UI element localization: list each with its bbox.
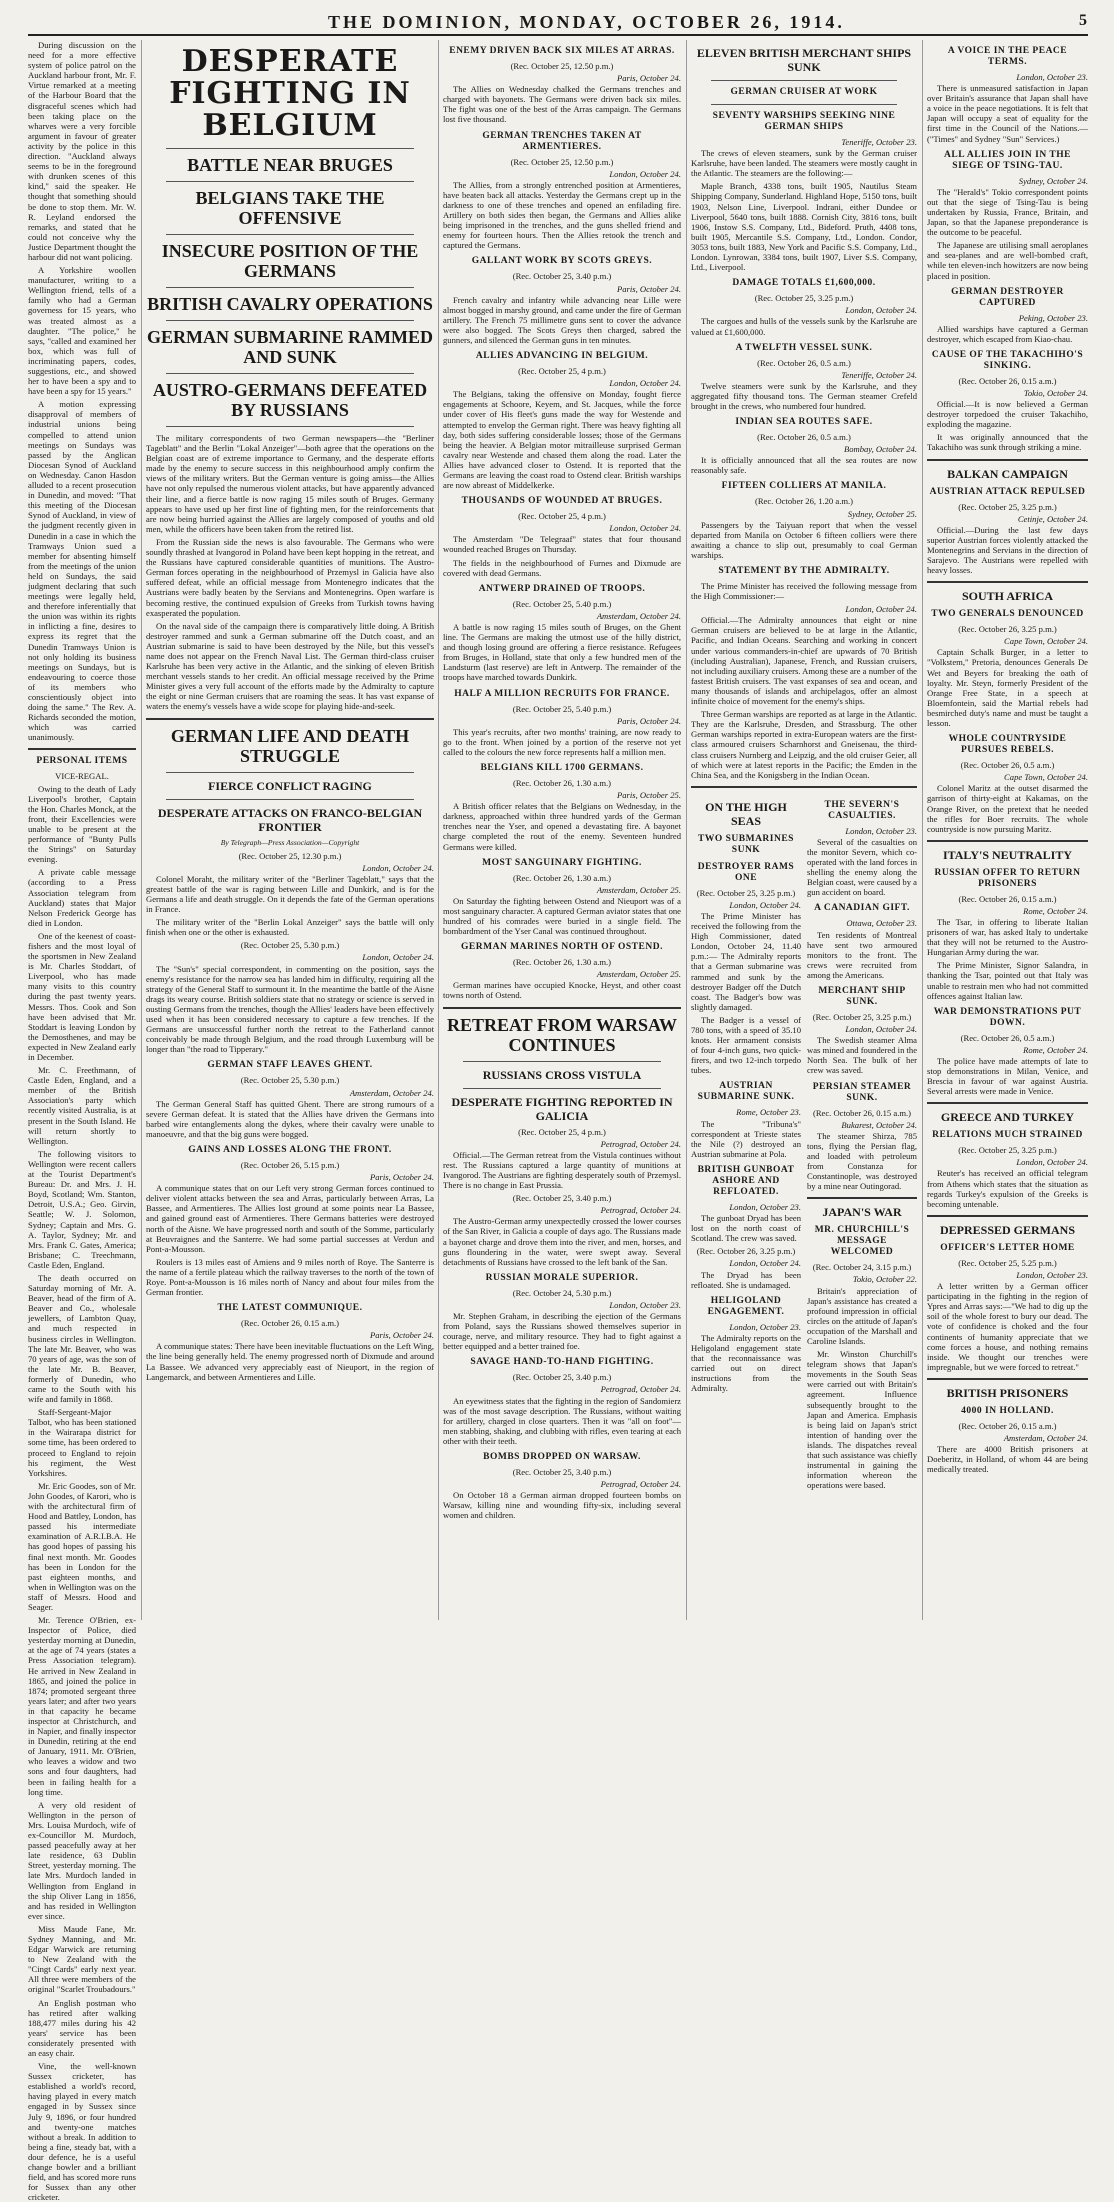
article-body: From the Russian side the news is also favourable. The Germans who were soundly thrashed at Ivangorod in Poland have been kept hopping in the retreat, and the Russians have captured considerable quantities of munitions. The Austro-German forces operating in the neighbourhood of Przemysl in Galicia have also suffered defeat, while an official message from Montenegro indicates that the Austrians were badly beaten by the Servians and Montenegrins. Open warfare is becoming restive, the continued expulsion of Greeks from Turkish towns having exasperated the population. xyxy=(146,536,434,618)
headline-cavalry: BRITISH CAVALRY OPERATIONS xyxy=(147,294,433,314)
headline-depressed-germans: DEPRESSED GERMANS xyxy=(939,1222,1076,1237)
article-synod: A motion expressing disapproval of members of industrial unions being compelled to attend union meetings on Sundays was passed by the Anglican Diocesan Synod of Auckland on Wednesday. Canon Hasdon alluded to a recent prosecution in Dunedin, and moved: "That this meeting of the Diocesan Synod of Auckland, in view of the judgment recently given in Dunedin in a case in which the Tramways Union sued a member for absenting himself from the meetings of the union held on Sundays, the said judgment declaring that such meetings were legally held, and therefore inferentially that the union was within its rights in inflicting a fine, desires to express its regret that the Dunedin Tramways Union is not only holding its business meetings on Sundays, but is endeavouring to coerce those of its members who conscientiously object into doing the same." The Rev. A. Richards seconded the motion, which was carried unanimously. xyxy=(28,399,136,743)
vice-regal-heading: VICE-REGAL. xyxy=(55,771,109,782)
place-date: Sydney, October 24. xyxy=(1018,175,1088,186)
article-body: The Prime Minister has received the following from the High Commissioner, dated London, October 24, 11.40 p.m.:— The Admiralty reports that a German submarine was rammed and sunk by the destroyer Badger off the Dutch coast. The Badger's bow was slightly damaged. xyxy=(691,910,801,1012)
place-date: Peking, October 23. xyxy=(1018,312,1088,323)
article-body: Twelve steamers were sunk by the Karlsruhe, and they aggregated fifty thousand tons. The German steamer Crefeld brought in the crews, who numbered four hundred. xyxy=(691,380,917,411)
article-body: On October 18 a German airman dropped fourteen bombs on Warsaw, killing nine and wounding fifty-six, including several women and children. xyxy=(443,1490,681,1521)
article-body: On the naval side of the campaign there is comparatively little doing. A British destroyer rammed and sunk a German submarine off the Dutch coast, and an Austrian submarine is said to have been destroyed by the Nile, but this vessel's name does not appear on the French Naval List. The German third-class cruiser Karlsruhe has been very active in the Atlantic, and the sinking of eleven British merchant vessels stands to her credit. An official message received by the Prime Minister gives a very full account of the efforts made by the Admiralty to capture the eight or nine German cruisers that are roaming the seas. It has vast expanse of waters the enemy's vessels have a wide scope for playing hide-and-seek. xyxy=(146,620,434,712)
article-body: A battle is now raging 15 miles south of Bruges, on the Ghent line. The Germans are making the utmost use of the hilly district, and though losing ground are offering a fierce resistance. Refugees from Bruges, in Holland, state that only a few hundred men of the Landsturm (last reserve) are left in Antwerp. The remainder of the troops have marched towards Dunkirk. xyxy=(443,621,681,683)
personal-item: One of the keenest of coast-fishers and the most loyal of the sportsmen in New Zealand is Mr. Charles Stoddart, of Liverpool, who has made many visits to this country during the past twenty years. Messrs. Thos. Cook and Son have been advised that Mr. Stoddart is leaving London by the Demosthenes, and may be expected in New Zealand early in December. xyxy=(28,930,136,1062)
received-date: (Rec. October 25, 5.40 p.m.) xyxy=(512,703,612,714)
headline-south-africa: SOUTH AFRICA xyxy=(961,589,1053,604)
received-date: (Rec. October 25, 3.40 p.m.) xyxy=(512,271,612,282)
received-date: (Rec. October 25, 5.30 p.m.) xyxy=(240,1075,340,1086)
personal-item: Mr. Eric Goodes, son of Mr. John Goodes, of Karori, who is with the architectural firm of Hood and Battley, London, has passed his intermediate examination of A.R.I.B.A. He has good hopes of passing his final next month. Mr. Goodes has been in London for the past eighteen months, and when in Wellington was on the staff of Messrs. Hood and Seager. xyxy=(28,1480,136,1612)
subhead: CAUSE OF THE TAKACHIHO'S SINKING. xyxy=(931,349,1084,371)
divider xyxy=(166,181,414,182)
article-body: The fields in the neighbourhood of Furnes and Dixmude are covered with dead Germans. xyxy=(443,557,681,578)
article-body: The police have made attempts of late to stop demonstrations in Milan, Venice, and Brescia in favour of war against Austria. Several arrests were made in Venice. xyxy=(927,1055,1088,1097)
personal-item: Staff-Sergeant-Major Talbot, who has been stationed in the Wairarapa district for some time, has been ordered to proceed to England to rejoin his regiment, the West Yorkshires. xyxy=(28,1407,136,1478)
article-body: It was originally announced that the Takachiho was sunk through striking a mine. xyxy=(927,432,1088,453)
received-date: (Rec. October 25, 3.25 p.m.) xyxy=(812,1012,912,1022)
received-date: (Rec. October 25, 5.40 p.m.) xyxy=(512,598,612,609)
personal-item: Owing to the death of Lady Liverpool's brother, Captain the Hon. Charles Monck, at the front, their Excellencies were unable to be present at the performance of "Bunty Pulls the Strings" on Saturday evening. xyxy=(28,783,136,865)
subhead: AUSTRIAN SUBMARINE SUNK. xyxy=(697,1081,795,1103)
subcolumn-left xyxy=(691,794,801,1494)
divider xyxy=(166,148,414,149)
place-date: London, October 24. xyxy=(609,378,681,389)
place-date: Cape Town, October 24. xyxy=(1004,772,1088,783)
headline-austrian-repulsed: AUSTRIAN ATTACK REPULSED xyxy=(929,486,1086,497)
article-body: Allied warships have captured a German destroyer, which escaped from Kiao-chau. xyxy=(927,323,1088,344)
article-body: The "Sun's" special correspondent, in commenting on the position, says the enemy's resistance for the narrow sea has landed him in difficulty, requiring all the strategy of the General Staff to surmount it. In the meantime the battle of the Aisne drags its weary course. British soldiers state that no strategy or science is served in ousting Germans from the trenches, though the Allies' leaders have been effectively used when it has been considered necessary to capture a few trenches. If the Germans are unsuccessful further north the retreat to the Fatherland cannot conceivably be made through Belgium, and the road through Luxemburg will be longer than "the road to Tipperary." xyxy=(146,963,434,1055)
headline-warsaw-retreat: RETREAT FROM WARSAW CONTINUES xyxy=(446,1014,678,1055)
place-date: London, October 23. xyxy=(845,825,917,836)
place-date: London, October 23. xyxy=(1016,72,1088,82)
place-date: London, October 24. xyxy=(609,168,681,179)
divider xyxy=(443,1007,681,1009)
subhead: GERMAN TRENCHES TAKEN AT ARMENTIERES. xyxy=(482,130,642,152)
article-body: The Allies, from a strongly entrenched position at Armentieres, have beaten back all attacks. Yesterday the Germans crept up in the darkness to one of these trenches and opened an enfilading fire. Artillery on both sides then began, the Germans and Allies alike being imprisoned in the trenches, and the guns shelled friend and enemy for fourteen hours. Then the Allies retook the trench and captured the Germans. xyxy=(443,179,681,251)
column-1 xyxy=(28,40,136,2202)
subhead: ENEMY DRIVEN BACK SIX MILES AT ARRAS. xyxy=(449,46,675,56)
subhead: SAVAGE HAND-TO-HAND FIGHTING. xyxy=(470,1357,654,1368)
headline-russian-offer: RUSSIAN OFFER TO RETURN PRISONERS xyxy=(934,867,1081,889)
received-date: (Rec. October 26, 0.5 a.m.) xyxy=(960,760,1055,771)
article-body: A British officer relates that the Belgians on Wednesday, in the darkness, approached within three hundred yards of the German trenches near the Yser, and opened a devastating fire. A bayonet charge completed the rout of the enemy. Seventeen hundred Germans were killed. xyxy=(443,801,681,852)
subhead: HELIGOLAND ENGAGEMENT. xyxy=(707,1295,785,1317)
article-body: Roulers is 13 miles east of Amiens and 9 miles north of Roye. The Santerre is the name of a fertile plateau which the railway traverses to the north of the town of Roye. Pont-a-Mousson is 16 miles north of Nancy and about four miles from the German frontier. xyxy=(146,1256,434,1298)
subcolumn-right xyxy=(807,794,917,1494)
personal-items-heading: PERSONAL ITEMS xyxy=(36,756,128,767)
article-body: Colonel Maritz at the outset disarmed the garrison of thirty-eight at Kakamas, on the Orange River, on the pretext that he needed the rifles for Boer recruits. The whole countryside is now pursuing Maritz. xyxy=(927,783,1088,834)
place-date: Cetinje, October 24. xyxy=(1017,513,1088,524)
received-date: (Rec. October 26, 1.30 a.m.) xyxy=(512,872,612,883)
column-3 xyxy=(443,40,681,1620)
place-date: Tokio, October 22. xyxy=(852,1274,917,1285)
divider xyxy=(166,287,414,288)
article-body: The Swedish steamer Alma was mined and foundered in the North Sea. The bulk of her crew was saved. xyxy=(807,1035,918,1076)
divider xyxy=(28,748,136,750)
place-date: London, October 23. xyxy=(1016,1269,1088,1280)
headline-two-submarines: TWO SUBMARINES SUNK xyxy=(698,833,794,855)
place-date: Amsterdam, October 24. xyxy=(349,1087,434,1098)
article-body: The Admiralty reports on the Heligoland engagement state that the reconnaissance was carried out on direct instructions from the Admiralty. xyxy=(691,1332,801,1394)
headline-balkan: BALKAN CAMPAIGN xyxy=(947,466,1068,481)
received-date: (Rec. October 26, 1.30 a.m.) xyxy=(512,777,612,788)
received-date: (Rec. October 26, 0.15 a.m.) xyxy=(958,893,1057,904)
divider xyxy=(927,1215,1088,1217)
article-body: The gunboat Dryad has been lost on the north coast of Scotland. The crew was saved. xyxy=(691,1213,801,1244)
place-date: Petrograd, October 24. xyxy=(600,1138,681,1149)
headline-holland: 4000 IN HOLLAND. xyxy=(961,1405,1054,1416)
personal-item: Miss Maude Fane, Mr. Sydney Manning, and Mr. Edgar Warwick are returning to New Zealand with the "Cingt Cards" early next year. All three were members of the original "Scarlet Troubadours." xyxy=(28,1923,136,1995)
received-date: (Rec. October 25, 3.25 p.m.) xyxy=(958,501,1057,512)
received-date: (Rec. October 25, 3.40 p.m.) xyxy=(512,1372,612,1383)
subhead: A CANADIAN GIFT. xyxy=(814,903,910,914)
place-date: Petrograd, October 24. xyxy=(600,1384,681,1395)
place-date: London, October 24. xyxy=(729,1258,801,1269)
column-5 xyxy=(927,40,1088,1620)
article-body: A communique states: There have been inevitable fluctuations on the Left Wing, the line being generally held. The enemy progressed north of Dixmude and around La Bassee. We advanced very appreciably east of Nieuport, in the region of Langemarck, and between Armentieres and Lille. xyxy=(146,1341,434,1382)
divider xyxy=(166,373,414,374)
article-body: The military correspondents of two German newspapers—the "Berliner Tageblatt" and the Berlin "Lokal Anzeiger"—both agree that the operations on the Belgian coast are of extreme importance to Germany, and the desperate efforts made by the enemy to secure success in this neighbourhood amply confirm the views of the military writers. But the German venture is going amiss—the Allies have not only repulsed the numerous violent attacks, but have apparently advanced their line, and a fierce battle is now raging 15 miles south of Bruges. Germany appears to have used up her first line of fighting men, for the reinforcements that are now being hurried against the Allies are largely composed of youths and old men, while the officers have been taken from the retired list. xyxy=(146,433,434,534)
place-date: London, October 24. xyxy=(845,1024,917,1035)
article-body: German marines have occupied Knocke, Heyst, and other coast towns north of Ostend. xyxy=(443,980,681,1001)
place-date: Bukarest, October 24. xyxy=(841,1119,917,1130)
received-date: (Rec. October 26, 5.15 p.m.) xyxy=(240,1159,340,1170)
article-body: An eyewitness states that the fighting in the region of Sandomierz was of the most savage description. The Russians, without waiting for artillery, charged in close quarters. Then it was "all on foot"—men stabbing, shaking, and clubbing with rifles, even tearing at each other with their teeth. xyxy=(443,1395,681,1446)
article-body: The Dryad has been refloated. She is undamaged. xyxy=(691,1269,801,1290)
received-date: (Rec. October 25, 5.25 p.m.) xyxy=(958,1257,1057,1268)
headline-destroyer-rams: DESTROYER RAMS ONE xyxy=(697,861,795,883)
article-body: The Badger is a vessel of 780 tons, with a speed of 35.10 knots. Her armament consists of four 4-inch guns, two quick-firers, and two 12-inch torpedo tubes. xyxy=(691,1014,801,1076)
headline-japans-war: JAPAN'S WAR xyxy=(822,1205,902,1220)
article-body: A letter written by a German officer participating in the fighting in the region of Ypres and Arras says:—"We had to dig up the soil of the whole forest to bury our dead. The vote of confidence is choked and the four continents of humanity appreciate that we come forces a house, and nothing remains inside. We thought our trenches were impregnable, but we were forced to retreat." xyxy=(927,1281,1088,1372)
subhead: GERMAN DESTROYER CAPTURED xyxy=(951,286,1064,308)
received-date: (Rec. October 25, 3.25 p.m.) xyxy=(696,887,796,898)
divider xyxy=(166,799,414,800)
place-date: Teneriffe, October 24. xyxy=(841,369,917,380)
article-body: Official.—The Admiralty announces that eight or nine German cruisers are believed to be at large in the Atlantic, Pacific, and Indian Oceans. Searching and working in concert under various commanders-in-chief are upwards of 70 British (including Australian), Japanese, French, and Russian cruisers, not including auxiliary cruisers. Among these are a number of the fastest British cruisers. The vast expanses of sea and ocean, and many thousands of islands and archipelagos, offer an almost infinite choice of movement for the enemy's ships. xyxy=(691,615,917,707)
divider xyxy=(927,581,1088,583)
place-date: London, October 23. xyxy=(729,1321,801,1332)
byline: By Telegraph—Press Association—Copyright xyxy=(220,837,360,847)
subhead: WHOLE COUNTRYSIDE PURSUES REBELS. xyxy=(948,734,1067,756)
article-body: Official.—During the last few days superior Austrian forces violently attacked the Montenegrins and Servians in the direction of Sarajevo. The Austrians were repelled with heavy losses. xyxy=(927,524,1088,576)
place-date: Petrograd, October 24. xyxy=(600,1205,681,1216)
subhead: BRITISH GUNBOAT ASHORE AND REFLOATED. xyxy=(697,1164,795,1197)
subhead: A TWELFTH VESSEL SUNK. xyxy=(735,342,873,353)
column-rule xyxy=(438,40,439,1620)
place-date: Paris, October 24. xyxy=(617,73,681,84)
received-date: (Rec. October 25, 3.25 p.m.) xyxy=(958,1145,1057,1156)
article-body: Three German warships are reported as at large in the Atlantic. They are the Karlsruhe, Dresden, and Strassburg. The other German warships reported in extra-European waters are the first-class armoured cruisers Scharnhorst and Gneisenau, the third-class cruisers Nurnberg and Leipzig, and the old cruiser Geier, all of which were at latest reports in the Pacific; the Emden in the China Sea, and the Konigsberg in the Indian Ocean. xyxy=(691,709,917,780)
column-rule xyxy=(686,40,687,1620)
article-body: Mr. Stephen Graham, in describing the ejection of the Germans from Poland, says the Russians showed themselves superior in courage, nerve, and military resource. They had to fight against a better equipped and a better trained foe. xyxy=(443,1310,681,1352)
subhead: THOUSANDS OF WOUNDED AT BRUGES. xyxy=(461,496,663,507)
personal-item: An English postman who has retired after walking 188,477 miles during his 42 years' service has been considerately presented with an easy chair. xyxy=(28,1997,136,2058)
headline-life-death: GERMAN LIFE AND DEATH STRUGGLE xyxy=(170,725,410,766)
place-date: Rome, October 24. xyxy=(1023,1044,1088,1055)
article-body: The "Tribuna's" correspondent at Trieste states the Nile (?) destroyed an Austrian submarine at Pola. xyxy=(691,1118,801,1159)
received-date: (Rec. October 25, 5.30 p.m.) xyxy=(240,940,340,951)
article-body: The German General Staff has quitted Ghent. There are strong rumours of a severe German defeat. It is stated that the Allies have driven the Germans into barbed wire entanglements along the dykes, where their cavalry were unable to manoeuvre, and that the big guns were bogged. xyxy=(146,1098,434,1139)
place-date: London, October 24. xyxy=(845,305,917,316)
subhead: GERMAN MARINES NORTH OF OSTEND. xyxy=(461,942,663,953)
divider xyxy=(166,426,414,427)
place-date: London, October 24. xyxy=(845,604,917,615)
column-4 xyxy=(691,40,917,1620)
article-body: The Prime Minister has received the following message from the High Commissioner:— xyxy=(691,581,917,602)
place-date: Cape Town, October 24. xyxy=(1004,636,1088,647)
article-body: Official.—The German retreat from the Vistula continues without rest. The Russians captured a large quantity of munitions at Ivangorod. The Austrians are fighting desperately south of Przemysl. There is no change in East Prussia. xyxy=(443,1149,681,1191)
divider xyxy=(166,320,414,321)
headline-submarine: GERMAN SUBMARINE RAMMED AND SUNK xyxy=(147,327,433,367)
personal-item: Mr. Terence O'Brien, ex-Inspector of Police, died yesterday morning at Dunedin, at the age of 74 years (states a Press Association telegram). He arrived in New Zealand in 1865, and joined the police in 1874; promoted sergeant three years later; and after two years in that capacity he became inspector at Christchurch, and in Napier, and finally inspector in Dunedin, retiring at the end of January, 1911. Mr. O'Brien, who leaves a widow and two sons and four daughters, had been in failing health for a long time. xyxy=(28,1615,136,1797)
received-date: (Rec. October 26, 3.25 p.m.) xyxy=(958,624,1057,635)
article-body: Passengers by the Taiyuan report that when the vessel departed from Manila on October 6 fifteen colliers were there awaiting a chance to slip out, presumably to coal German warships. xyxy=(691,519,917,560)
received-date: (Rec. October 26, 1.20 a.m.) xyxy=(754,496,854,507)
received-date: (Rec. October 26, 3.25 p.m.) xyxy=(696,1246,796,1257)
article-body: French cavalry and infantry while advancing near Lille were almost bogged in marshy ground, and came under the fire of German artillery. The French 75 millimetre guns sent to cover the advance were also bogged. The Scots Greys then charged, sabred the gunners, and silenced the German guns in ten minutes. xyxy=(443,294,681,345)
received-date: (Rec. October 26, 0.15 a.m.) xyxy=(958,375,1057,386)
page-number: 5 xyxy=(1079,12,1088,29)
subhead: GALLANT WORK BY SCOTS GREYS. xyxy=(471,256,653,267)
divider xyxy=(166,234,414,235)
divider xyxy=(711,80,897,81)
personal-item: A very old resident of Wellington in the person of Mrs. Louisa Murdoch, wife of ex-Councillor M. Murdoch, passed peacefully away at her late residence, 63 Dublin Street, yesterday morning. The late Mrs. Murdoch landed in Wellington from England in the ship Oliver Lang in 1856, and has resided in Wellington ever since. xyxy=(28,1799,136,1921)
headline-cruiser-work: GERMAN CRUISER AT WORK xyxy=(730,87,878,97)
received-date: (Rec. October 25, 3.25 p.m.) xyxy=(754,293,854,304)
place-date: Tokio, October 24. xyxy=(1023,387,1088,398)
subhead: DAMAGE TOTALS £1,600,000. xyxy=(732,278,876,289)
place-date: Rome, October 24. xyxy=(1023,905,1088,916)
subhead: HALF A MILLION RECRUITS FOR FRANCE. xyxy=(454,688,670,699)
subhead: THE SEVERN'S CASUALTIES. xyxy=(824,799,900,821)
headline-seventy-warships: SEVENTY WARSHIPS SEEKING NINE GERMAN SHIPS xyxy=(712,111,896,132)
article-body: The Prime Minister, Signor Salandra, in thanking the Tsar, pointed out that Italy was unable to restrain men who had not committed offences against Italian law. xyxy=(927,960,1088,1001)
subhead: THE LATEST COMMUNIQUE. xyxy=(217,1303,363,1314)
headline-belgians-offensive: BELGIANS TAKE THE OFFENSIVE xyxy=(195,188,385,228)
article-body: Official.—It is now believed a German destroyer torpedoed the cruiser Takachiho, exploding the magazine. xyxy=(927,399,1088,430)
received-date: (Rec. October 25, 4 p.m.) xyxy=(518,511,606,522)
subhead: MOST SANGUINARY FIGHTING. xyxy=(482,857,642,868)
headline-desperate-attacks: DESPERATE ATTACKS ON FRANCO-BELGIAN FRONTIER xyxy=(157,805,423,834)
received-date: (Rec. October 26, 1.30 a.m.) xyxy=(512,957,612,968)
subhead: PERSIAN STEAMER SUNK. xyxy=(812,1081,912,1103)
divider xyxy=(711,104,897,105)
article-body: The Japanese are utilising small aeroplanes and sea-planes and are well-bombed craft, while ten eleven-inch howitzers are now being placed in position. xyxy=(927,240,1088,281)
divider xyxy=(927,1102,1088,1104)
headline-generals: TWO GENERALS DENOUNCED xyxy=(931,609,1084,620)
place-date: London, October 24. xyxy=(362,862,434,873)
subhead: STATEMENT BY THE ADMIRALTY. xyxy=(718,566,890,576)
received-date: (Rec. October 26, 0.15 a.m.) xyxy=(240,1318,340,1329)
headline-greece-turkey: GREECE AND TURKEY xyxy=(940,1110,1075,1125)
article-body: The cargoes and hulls of the vessels sunk by the Karlsruhe are valued at £1,600,000. xyxy=(691,316,917,337)
divider xyxy=(166,772,414,773)
place-date: Amsterdam, October 25. xyxy=(596,884,681,895)
column-2 xyxy=(146,40,434,1620)
place-date: Petrograd, October 24. xyxy=(600,1479,681,1490)
place-date: London, October 24. xyxy=(609,523,681,534)
divider xyxy=(691,786,917,788)
place-date: Paris, October 24. xyxy=(617,283,681,294)
article-body: There are 4000 British prisoners at Doeberitz, in Holland, of whom 44 are being medically treated. xyxy=(927,1444,1088,1475)
personal-item: A private cable message (according to a Press Association telegram from Auckland) states that Major Nelson Frederick George has died in London. xyxy=(28,867,136,928)
place-date: London, October 23. xyxy=(609,1299,681,1310)
divider xyxy=(927,1378,1088,1380)
received-date: (Rec. October 25, 12.30 p.m.) xyxy=(238,850,342,861)
article-body: Colonel Moraht, the military writer of the "Berliner Tageblatt," says that the greatest battle of the war is raging between Lille and Dunkirk, and is for the Germans a life and death struggle. On it depends the fate of the German operations in France. xyxy=(146,873,434,915)
personal-item: Mr. C. Freethmann, of Castle Eden, England, and a member of the British Association's party which recently visited Australia, is at present in the South Island. He will return shortly to Wellington. xyxy=(28,1065,136,1146)
two-column-block xyxy=(691,794,917,1494)
place-date: London, October 24. xyxy=(729,899,801,910)
subhead: ALL ALLIES JOIN IN THE SIEGE OF TSING-TAU. xyxy=(944,149,1071,171)
subhead: BOMBS DROPPED ON WARSAW. xyxy=(483,1452,641,1462)
subhead: ANTWERP DRAINED OF TROOPS. xyxy=(478,583,646,594)
article-harbour: During discussion on the need for a more effective system of police patrol on the Auckland harbour front, Mr. F. Virtue remarked at a meeting of the Harbour Board that the disgraceful scenes which had been taking place on the wharves were a very forcible argument in favour of greater activity by the police in this direction. "Auckland always seems to be in the foreground with drunken scenes of this kind," said the speaker. He thought that something should be done to stop them. Mr. W. R. Leyland endorsed the remarks, and stated that he could not conceive why the Justice Department thought the harbour did not want policing. xyxy=(28,40,136,262)
place-date: Rome, October 23. xyxy=(736,1107,801,1118)
article-body: Several of the casualties on the monitor Severn, which co-operated with the land forces in shelling the enemy along the Belgian coast, were caused by a gun accident on board. xyxy=(807,836,917,898)
headline-italy: ITALY'S NEUTRALITY xyxy=(942,847,1073,862)
headline-relations: RELATIONS MUCH STRAINED xyxy=(932,1130,1083,1141)
subhead: BELGIANS KILL 1700 GERMANS. xyxy=(480,762,644,773)
article-body: There is unmeasured satisfaction in Japan over Britain's assurance that Japan shall have a voice in the peace negotiations. It is felt that Japan will occupy a seat of equality for the first time in the Council of the Nations.—("Times" and Sydney "Sun" Services.) xyxy=(927,83,1088,144)
article-body: The Austro-German army unexpectedly crossed the lower courses of the San River, in Galicia a couple of days ago. The Russians made a bayonet charge and drove them into the river, and men, horses, and guns floundering in the water, were swept away. Several detachments of Russians have crossed to the left bank of the San. xyxy=(443,1216,681,1267)
headline-churchill: MR. CHURCHILL'S MESSAGE WELCOMED xyxy=(814,1225,910,1258)
subhead: FIFTEEN COLLIERS AT MANILA. xyxy=(721,481,887,492)
place-date: Paris, October 25. xyxy=(617,790,681,801)
subhead: MERCHANT SHIP SUNK. xyxy=(818,986,906,1007)
article-body: The steamer Shirza, 785 tons, flying the Persian flag, and loaded with petroleum from Constanza for Constantinople, was destroyed by a mine near Outingorad. xyxy=(807,1130,917,1192)
place-date: Ottawa, October 23. xyxy=(846,918,917,929)
headline-russians-vistula: RUSSIANS CROSS VISTULA xyxy=(482,1067,642,1082)
article-manufacturer: A Yorkshire woollen manufacturer, writing to a Wellington friend, tells of a family who had a German governess for 15 years, who was treated almost as a daughter. "The police," he says, "called and examined her box, which was full of incriminating papers, codes, suggestions, etc., and showed her to have been a spy and to have been a spy for 15 years." xyxy=(28,265,136,397)
divider xyxy=(463,1088,661,1089)
place-date: Paris, October 24. xyxy=(370,1172,434,1183)
received-date: (Rec. October 25, 3.40 p.m.) xyxy=(512,1193,612,1204)
headline-merchant-ships: ELEVEN BRITISH MERCHANT SHIPS SUNK xyxy=(696,46,912,74)
headline-insecure-position: INSECURE POSITION OF THE GERMANS xyxy=(161,241,419,281)
divider xyxy=(807,1197,917,1199)
main-headline: DESPERATE FIGHTING IN BELGIUM xyxy=(169,44,411,143)
subhead: INDIAN SEA ROUTES SAFE. xyxy=(735,417,873,428)
place-date: Amsterdam, October 25. xyxy=(596,969,681,980)
received-date: (Rec. October 24, 3.15 p.m.) xyxy=(812,1262,912,1273)
article-body: Ten residents of Montreal have sent two armoured monitors to the front. The crews were recruited from among the Americans. xyxy=(807,929,917,980)
subhead: RUSSIAN MORALE SUPERIOR. xyxy=(485,1272,639,1283)
headline-high-seas: ON THE HIGH SEAS xyxy=(705,799,787,828)
received-date: (Rec. October 25, 4 p.m.) xyxy=(518,366,606,377)
subhead: GERMAN STAFF LEAVES GHENT. xyxy=(207,1060,373,1071)
place-date: London, October 24. xyxy=(362,952,434,963)
article-body: The "Herald's" Tokio correspondent points out that the siege of Tsing-Tau is being undertaken by Russia, France, Britain, and Japan, so that the Japanese preponderance is the outcome to be peaceful. xyxy=(927,186,1088,238)
article-body: The crews of eleven steamers, sunk by the German cruiser Karlsruhe, have been landed. The steamers were mostly caught in the Atlantic. The steamers are the following:— xyxy=(691,148,917,179)
place-date: London, October 24. xyxy=(1016,1157,1088,1168)
personal-item: Vine, the well-known Sussex cricketer, has established a world's record, having played in every match engaged in by Sussex since July 9, 1896, or four hundred and twenty-one matches without a break. In addition to being a fine, steady bat, with a dour defence, he is a useful change bowler and a brilliant field, and has scored more runs for Sussex than any other cricketer. xyxy=(28,2061,136,2202)
article-body: On Saturday the fighting between Ostend and Nieuport was of a most sanguinary character. A captured German aviator states that one hundred of his comrades were buried in a single field. The bombardment of the Yser Canal was continued throughout. xyxy=(443,895,681,937)
place-date: Paris, October 24. xyxy=(617,715,681,726)
headline-fierce-conflict: FIERCE CONFLICT RAGING xyxy=(208,778,372,793)
article-body: It is officially announced that all the sea routes are now reasonably safe. xyxy=(691,455,917,476)
article-body: Reuter's has received an official telegram from Athens which states that the situation as regards Turkey's expulsion of the Greeks is becoming untenable. xyxy=(927,1168,1088,1209)
subhead: GAINS AND LOSSES ALONG THE FRONT. xyxy=(188,1144,392,1155)
column-rule xyxy=(141,40,142,1620)
article-body: Mr. Winston Churchill's telegram shows that Japan's movements in the South Seas were carried out with Britain's agreement. Influence subsequently brought to the Japan and America. Emphasis is being laid on Japan's strict intention of handing over the islands. The dispatches reveal that such assistance was chiefly instrumental in gaining the information whereon the operations were based. xyxy=(807,1349,917,1491)
paper-title: THE DOMINION, MONDAY, OCTOBER 26, 1914. xyxy=(328,12,845,32)
headline-officers-letter: OFFICER'S LETTER HOME xyxy=(940,1242,1075,1253)
place-date: Amsterdam, October 24. xyxy=(596,610,681,621)
masthead xyxy=(28,10,1088,36)
headline-galicia: DESPERATE FIGHTING REPORTED IN GALICIA xyxy=(451,1094,673,1123)
received-date: (Rec. October 24, 5.30 p.m.) xyxy=(512,1287,612,1298)
place-date: Sydney, October 25. xyxy=(847,508,917,519)
received-date: (Rec. October 26, 0.15 a.m.) xyxy=(812,1107,912,1118)
received-date: (Rec. October 25, 4 p.m.) xyxy=(518,1126,606,1137)
article-body: The Amsterdam "De Telegraaf" states that four thousand wounded reached Bruges on Thursday. xyxy=(443,534,681,555)
place-date: Teneriffe, October 23. xyxy=(841,137,917,147)
article-body: Britain's appreciation of Japan's assistance has created a profound impression in official circles on the attitude of Japan's occupation of the Marshall and Caroline Islands. xyxy=(807,1285,917,1346)
personal-item: The following visitors to Wellington were recent callers at the Tourist Department's Bureau: Dr. and Mrs. J. H. Boyd, Scotland; Wm. Stanton, Detroit, U.S.A.; Geo. Girvin, Seattle; W. J. Solomon, Sydney; Captain and Mrs. G. A. Taylor, Sydney; Mr. and Mrs. Frank C. Gates, America; Brisbane; C. Treechmann, Castle Eden, England. xyxy=(28,1148,136,1270)
received-date: (Rec. October 25, 12.50 p.m.) xyxy=(510,156,614,167)
received-date: (Rec. October 26, 0.5 a.m.) xyxy=(960,1032,1055,1043)
article-body: This year's recruits, after two months' training, are now ready to go to the front. When joined by a portion of the reserve not yet called to the colours the new force represents half a million men. xyxy=(443,726,681,757)
article-body: The Tsar, in offering to liberate Italian prisoners of war, has asked Italy to undertake that they will not be returned to the Austro-Hungarian Army during the war. xyxy=(927,916,1088,958)
received-date: (Rec. October 25, 12.50 p.m.) xyxy=(510,61,614,71)
received-date: (Rec. October 26, 0.15 a.m.) xyxy=(958,1420,1057,1431)
article-body: The military writer of the "Berlin Lokal Anzeiger" says the battle will only finish when one or the other is exhausted. xyxy=(146,917,434,938)
subhead: ALLIES ADVANCING IN BELGIUM. xyxy=(475,351,649,362)
headline-austro-germans: AUSTRO-GERMANS DEFEATED BY RUSSIANS xyxy=(152,380,428,420)
headline-battle-bruges: BATTLE NEAR BRUGES xyxy=(187,155,393,175)
divider xyxy=(463,1061,661,1062)
place-date: Bombay, October 24. xyxy=(843,444,917,455)
divider xyxy=(927,459,1088,461)
divider xyxy=(146,718,434,720)
place-date: Paris, October 24. xyxy=(370,1330,434,1341)
place-date: London, October 23. xyxy=(729,1201,801,1212)
headline-british-prisoners: BRITISH PRISONERS xyxy=(946,1385,1069,1400)
article-body: The Belgians, taking the offensive on Monday, fought fierce engagements at Schoore, Keyem, and St. Jacques, while the force under cover of His fleet's guns made the way for Westende and attempted to envelop the German right. There was heavy fighting all day, both sides suffering considerable losses; those of the Germans being the heavier. A Belgian motor mitrailleuse surprised German cavalry near Westende and chased them along the road. Later the Allies have advanced closer to Ostend. It is reported that the Germans are leaving the coast road to Ostend clear. British warships are now abreast of Middelkerke. xyxy=(443,389,681,491)
received-date: (Rec. October 26, 0.5 a.m.) xyxy=(757,357,851,368)
article-body: The Allies on Wednesday chalked the Germans trenches and charged with bayonets. The Germans were driven back six miles. The fight was one of the best of the Arras campaign. The Germans lost five thousand. xyxy=(443,84,681,125)
article-body: Captain Schalk Burger, in a letter to "Volkstem," Pretoria, denounces Generals De Wet and Beyers for breaking the oath of loyalty. Mr. Steyn, formerly President of the Orange Free State, in a speech at Bloemfontein, said the Martial rebels had besmirched duty's name and must be taught a lesson. xyxy=(927,647,1088,729)
column-rule xyxy=(922,40,923,1620)
article-body: A communique states that on our Left very strong German forces continued to deliver violent attacks between the sea and Arras, particularly between Arras, La Bassee, and Armentieres. The Allies lost ground at some points near La Bassee, and gained ground east of Armentieres. There Germans batteries were destroyed north of the Aisne. We have progressed north and south of the Somme, particularly at Beuvraignes and the Santerre. We had some partial successes at Verdun and Pont-a-Mousson. xyxy=(146,1183,434,1254)
divider xyxy=(927,840,1088,842)
received-date: (Rec. October 26, 0.5 a.m.) xyxy=(757,432,851,443)
subhead: A VOICE IN THE PEACE TERMS. xyxy=(947,46,1068,67)
personal-item: The death occurred on Saturday morning of Mr. A. Beaver, head of the firm of A. Beaver and Co., wholesale jewellers, of Lambton Quay, and much respected in business circles in Wellington. The late Mr. Beaver, who was 70 years of age, was the son of the late Mr. B. Beaver, formerly of Dunedin, who came to the South with his wife and family in 1868. xyxy=(28,1272,136,1405)
received-date: (Rec. October 25, 3.40 p.m.) xyxy=(512,1467,612,1477)
subhead: WAR DEMONSTRATIONS PUT DOWN. xyxy=(933,1006,1082,1028)
place-date: Amsterdam, October 24. xyxy=(1003,1432,1088,1443)
ship-list: Maple Branch, 4338 tons, built 1905, Nautilus Steam Shipping Company, Sunderland. Highland Hope, 5150 tons, built 1903, Nelson Line, Liverpool. Indrani, either Dundee or Liverpool, 5640 tons, built 1888. Cornish City, 3816 tons, built 1906, Instow S.S. Company, Ltd., Bideford. Pruth, 4408 tons, built 1905, Mercantile S.S. Company, Ltd., London. Condor, 3053 tons, built 1883, New York and Pacific S.S. Company, Ltd., London. Lynrowan, 3384 tons, built 1907, Liver S.S. Company, Ltd., Liverpool. xyxy=(691,181,917,273)
